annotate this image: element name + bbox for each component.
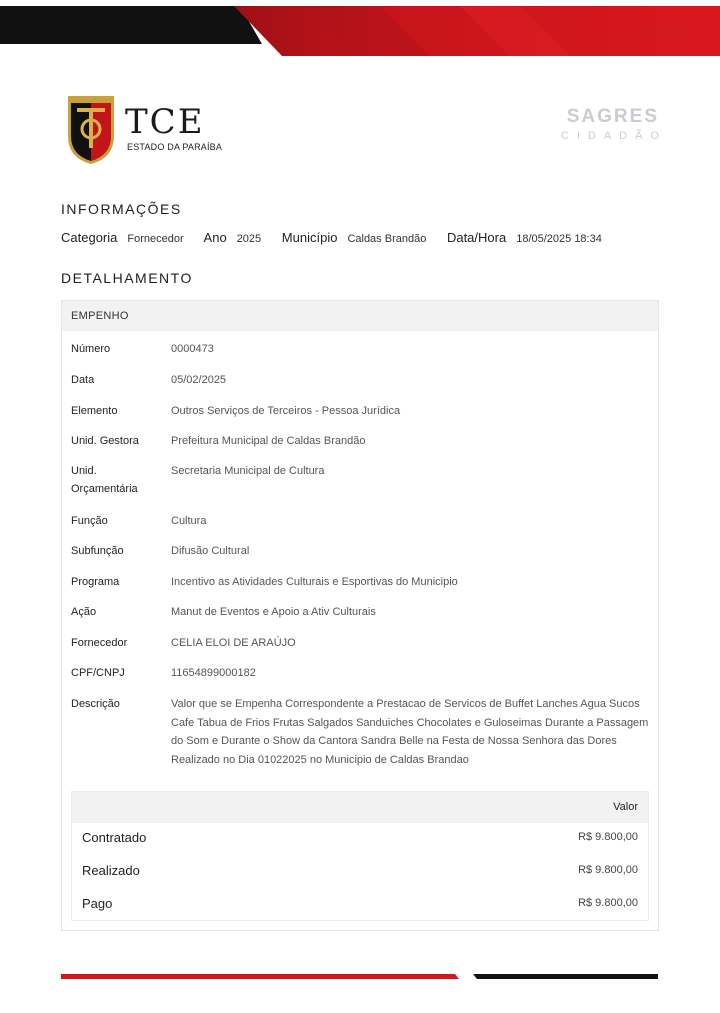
valor-row-contratado [82, 830, 638, 850]
valor-label: Contratado [82, 830, 147, 845]
field-value: Difusão Cultural [171, 545, 250, 557]
field-label: Programa [71, 576, 120, 588]
sagres-subtitle: CIDADÃO [560, 130, 667, 142]
detalhamento-heading: DETALHAMENTO [61, 270, 193, 286]
ano-label: Ano [203, 230, 227, 245]
field-label: CPF/CNPJ [71, 667, 125, 679]
field-label: Unid. Orçamentária [71, 465, 138, 495]
valor-row-realizado [82, 863, 638, 883]
valor-label: Realizado [82, 863, 140, 878]
field-value: Prefeitura Municipal de Caldas Brandão [171, 435, 366, 447]
field-value: Outros Serviços de Terceiros - Pessoa Jurídica [171, 405, 401, 417]
datahora-label: Data/Hora [446, 230, 507, 245]
field-value: Cultura [171, 515, 207, 527]
valor-label: Pago [82, 896, 113, 911]
footer-band [61, 973, 658, 981]
sagres-cidadao-logo [560, 106, 667, 142]
field-value: Secretaria Municipal de Cultura [171, 465, 325, 477]
field-label: Função [71, 515, 108, 527]
document-header [61, 96, 667, 168]
field-value: 05/02/2025 [171, 374, 227, 386]
valor-amount: R$ 9.800,00 [578, 897, 638, 909]
ano-value: 2025 [236, 233, 262, 245]
tce-crest-logo [66, 96, 116, 166]
valores-header: Valor [72, 792, 648, 823]
informacoes-heading: INFORMAÇÕES [61, 201, 182, 217]
field-label: Elemento [71, 405, 118, 417]
field-value: Incentivo as Atividades Culturais e Esportivas do Municipio [171, 576, 458, 588]
field-value: 11654899000182 [171, 667, 256, 679]
empenho-panel-title: EMPENHO [62, 301, 658, 331]
field-value: Manut de Eventos e Apoio a Ativ Culturais [171, 606, 376, 618]
field-label: Unid. Gestora [71, 435, 139, 447]
field-label: Descrição [71, 698, 120, 710]
field-label: Ação [71, 606, 97, 618]
sagres-title: SAGRES [566, 106, 659, 127]
field-label: Fornecedor [71, 637, 128, 649]
valor-amount: R$ 9.800,00 [578, 864, 638, 876]
categoria-label: Categoria [61, 230, 118, 245]
tce-logo-text: TCE [125, 102, 205, 142]
field-label: Data [71, 374, 95, 386]
municipio-value: Caldas Brandão [347, 233, 427, 245]
tce-logo-subtitle: ESTADO DA PARAÍBA [127, 142, 223, 152]
datahora-value: 18/05/2025 18:34 [516, 233, 602, 245]
valores-table [71, 791, 649, 921]
field-label: Subfunção [71, 545, 124, 557]
valor-row-pago [82, 896, 638, 916]
field-label: Número [71, 343, 111, 355]
valor-amount: R$ 9.800,00 [578, 831, 638, 843]
field-value: 0000473 [171, 343, 214, 355]
empenho-panel [61, 300, 659, 931]
informacoes-row [61, 230, 681, 245]
top-header-band [0, 0, 720, 60]
field-value: Valor que se Empenha Correspondente a Prestacao de Servicos de Buffet Lanches Agua Sucos Cafe Tabua de Frios Frutas Salgados Sanduiches Chocolates e Guloseimas Durante a Passagem do Som e Durante o Show da Cantora Sandra Belle na Festa de Nossa Senhora das Dores Realizado no Dia 01022025 no Municipio de Caldas Brandao [171, 698, 649, 766]
municipio-label: Município [281, 230, 338, 245]
field-value: CELIA ELOI DE ARAÚJO [171, 637, 296, 649]
categoria-value: Fornecedor [127, 233, 184, 245]
